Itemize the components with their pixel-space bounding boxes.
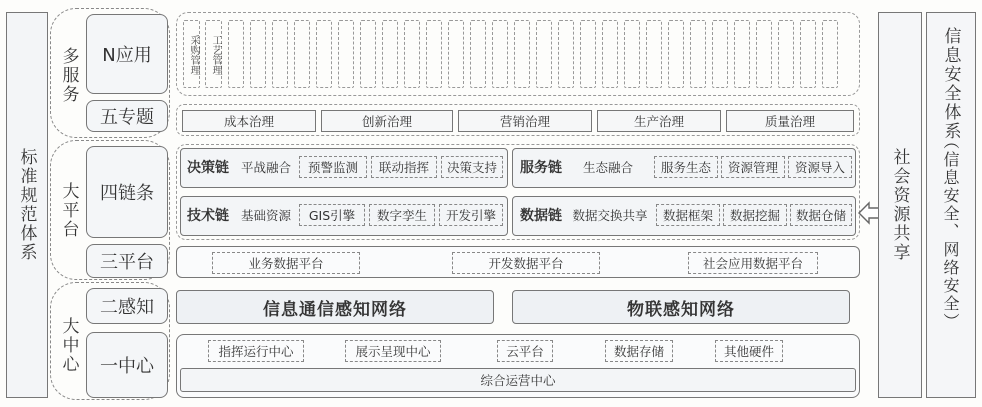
- decision-item-support: 决策支持: [441, 156, 503, 178]
- app-slot-placeholder: [294, 20, 310, 88]
- one-center-label: 一中心: [86, 332, 168, 398]
- app-slot-placeholder: [536, 20, 552, 88]
- service-chain-title: 服务链: [520, 160, 562, 176]
- platform-dev-data: 开发数据平台: [452, 252, 600, 274]
- app-slot-placeholder: [712, 20, 728, 88]
- app-slot-process: 工艺管理: [205, 20, 222, 88]
- app-slot-placeholder: [734, 20, 750, 88]
- platform-business-data: 业务数据平台: [212, 252, 360, 274]
- decision-chain-sub: 平战融合: [240, 160, 291, 175]
- app-slot-placeholder: [228, 20, 244, 88]
- service-chain-sub: 生态融合: [582, 160, 633, 175]
- integrated-operations-center: 综合运营中心: [180, 368, 856, 392]
- decision-item-command: 联动指挥: [371, 156, 437, 178]
- data-item-framework: 数据框架: [656, 204, 720, 226]
- info-security-main: 信息安全体系: [940, 27, 961, 141]
- app-slot-placeholder: [514, 20, 530, 88]
- app-slot-placeholder: [602, 20, 618, 88]
- app-slot-placeholder: [426, 20, 442, 88]
- app-slot-placeholder: [756, 20, 772, 88]
- app-slot-placeholder: [382, 20, 398, 88]
- topic-marketing: 营销治理: [458, 110, 592, 132]
- multi-service-label: 多服务: [58, 46, 79, 104]
- topic-innovation: 创新治理: [321, 110, 453, 132]
- app-slot-placeholder: [822, 20, 838, 88]
- app-slot-placeholder: [492, 20, 508, 88]
- center-hardware: 其他硬件: [715, 340, 783, 362]
- center-storage: 数据存储: [605, 340, 673, 362]
- tech-item-gis: GIS引擎: [299, 204, 365, 226]
- service-item-resource-mgmt: 资源管理: [721, 156, 785, 178]
- iot-sensing-network: 物联感知网络: [512, 290, 850, 324]
- tech-chain-title: 技术链: [187, 208, 229, 224]
- two-sensing-label: 二感知: [86, 288, 168, 324]
- three-platforms-label: 三平台: [86, 244, 168, 278]
- app-slot-procurement: 采购管理: [183, 20, 200, 88]
- app-slot-placeholder: [404, 20, 420, 88]
- n-app-label: N应用: [86, 14, 168, 94]
- app-slot-placeholder: [690, 20, 706, 88]
- social-resource-sharing-column: 社会资源共享: [878, 12, 922, 398]
- app-slot-placeholder: [470, 20, 486, 88]
- app-slot-placeholder: [558, 20, 574, 88]
- tech-item-dev-engine: 开发引擎: [439, 204, 503, 226]
- four-chains-label: 四链条: [86, 146, 168, 238]
- decision-chain-title: 决策链: [187, 160, 229, 176]
- data-chain-sub: 数据交换共享: [572, 208, 648, 223]
- app-slot-placeholder: [580, 20, 596, 88]
- app-slot-placeholder: [272, 20, 288, 88]
- standards-system-label: 标准规范体系: [16, 148, 37, 262]
- data-item-mining: 数据挖掘: [723, 204, 787, 226]
- big-center-label: 大中心: [58, 316, 79, 374]
- topic-cost: 成本治理: [182, 110, 316, 132]
- standards-system-column: [6, 12, 48, 398]
- app-slot-placeholder: [316, 20, 332, 88]
- ict-sensing-network: 信息通信感知网络: [176, 290, 494, 324]
- center-display: 展示呈现中心: [345, 340, 441, 362]
- app-slot-placeholder: [624, 20, 640, 88]
- big-platform-label: 大平台: [58, 181, 79, 239]
- center-command: 指挥运行中心: [208, 340, 304, 362]
- five-topics-label: 五专题: [86, 100, 168, 132]
- tech-chain-sub: 基础资源: [240, 208, 291, 223]
- topic-quality: 质量治理: [726, 110, 854, 132]
- tech-item-digital-twin: 数字孪生: [369, 204, 435, 226]
- service-item-ecology: 服务生态: [654, 156, 718, 178]
- app-slot-placeholder: [250, 20, 266, 88]
- app-slot-placeholder: [778, 20, 794, 88]
- decision-item-warning: 预警监测: [299, 156, 367, 178]
- platform-social-app-data: 社会应用数据平台: [688, 252, 818, 274]
- data-chain-title: 数据链: [520, 208, 562, 224]
- app-slot-placeholder: [800, 20, 816, 88]
- app-slot-placeholder: [338, 20, 354, 88]
- service-item-resource-import: 资源导入: [788, 156, 852, 178]
- app-slot-placeholder: [448, 20, 464, 88]
- app-slot-placeholder: [668, 20, 684, 88]
- center-cloud: 云平台: [497, 340, 553, 362]
- data-item-warehouse: 数据仓储: [790, 204, 852, 226]
- topic-production: 生产治理: [597, 110, 721, 132]
- app-slot-placeholder: [646, 20, 662, 88]
- info-security-column: [926, 12, 976, 398]
- info-security-sub: （信息安全、网络安全）: [941, 133, 960, 331]
- app-slot-placeholder: [360, 20, 376, 88]
